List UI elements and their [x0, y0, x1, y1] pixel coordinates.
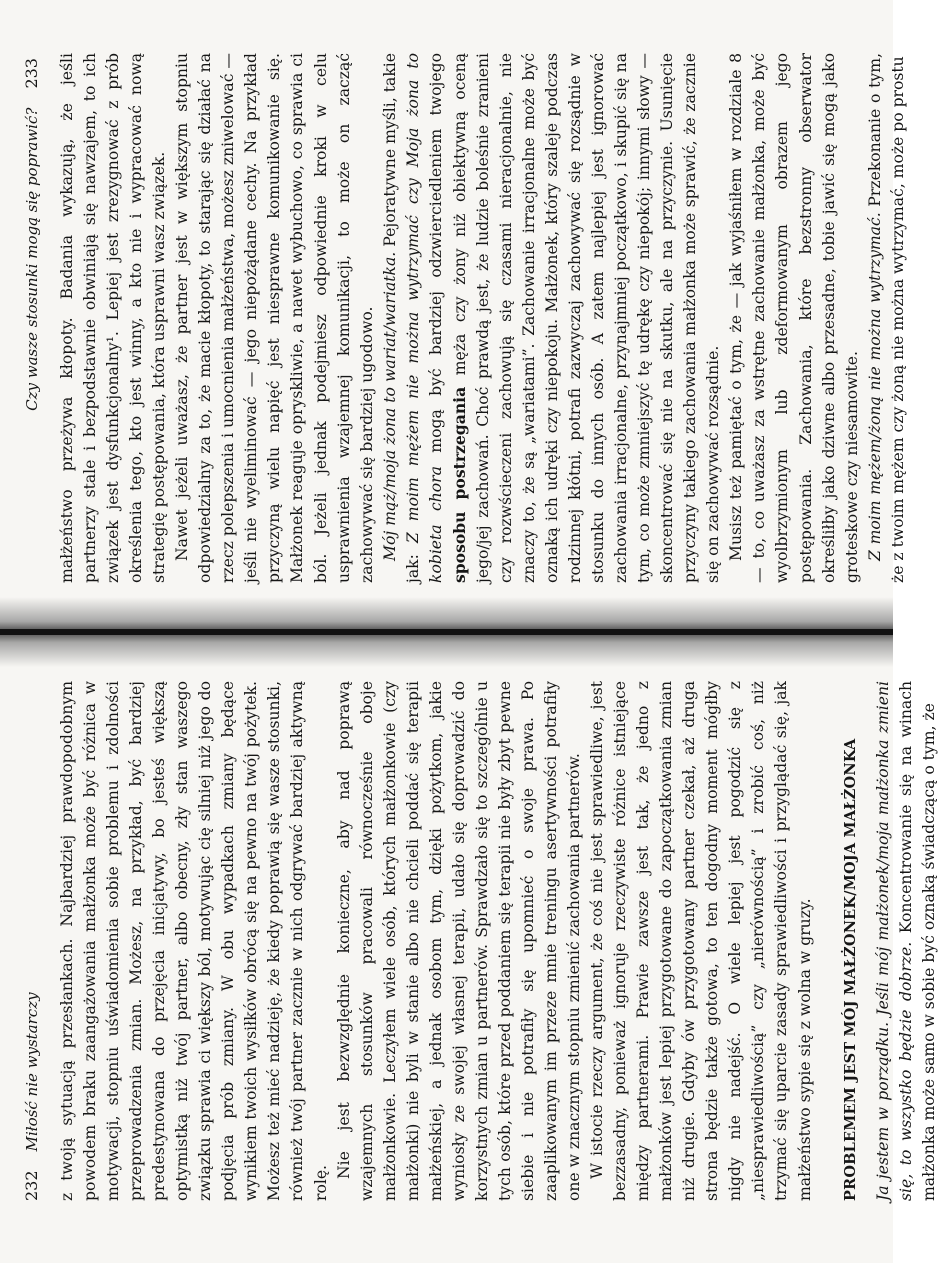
right-page-body [56, 53, 910, 583]
p3-text-a: Pejoratywne myśli, takie jak: [380, 53, 422, 583]
left-page-body [56, 681, 941, 1201]
quote-wytrzymac: Z moim mężem/żoną nie można wytrzymać. [865, 212, 884, 561]
quote-wariat: Mój mąż/moja żona to wariat/wariatka. [380, 251, 399, 561]
right-running-title: Czy wasze stosunki mogą się poprawić? [23, 107, 41, 411]
p5-text: Przekonanie o tym, że z twoim mężem czy żoną nie można wytrzymać, może po prostu [865, 53, 907, 583]
p3-text-b: mogą być bardziej odzwierciedleniem twojego [426, 53, 445, 453]
quote-nie-mozna: Z moim mężem nie można wytrzymać czy Moja żona to kobieta chora [403, 53, 445, 583]
left-page [0, 632, 938, 1263]
section-paragraph [872, 681, 941, 1201]
left-paragraph-3: W istocie rzeczy argument, że coś nie jest sprawiedliwe, jest bezzasadny, ponieważ ignoruje rzeczywiste różnice istniejące między partnerami. Prawie zawsze jest tak, że jedno z małżonków jest lepiej przygotowane do zapoczątkowania zmian niż drugie. Gdyby ów przygotowany partner czekał, aż druga strona będzie także gotowa, to ten dogodny moment mógłby nigdy nie nadejść. O wiele lepiej jest pogodzić się z „niesprawiedliwością” czy „nierównością” i zrobić coś, niż trzymać się uparcie zasady sprawiedliwości i przyglądać się, jak małżeństwo sypie się z wolna w gruzy. [588, 681, 814, 1201]
left-paragraph-2: Nie jest bezwzględnie konieczne, aby nad poprawą wzajemnych stosunków pracowali równocześnie oboje małżonkowie. Leczyłem wiele osób, których małżonkowie (czy małżonki) nie byli w stanie albo nie chcieli poddać się terapii małżeńskiej, a jednak osobom tym, dzięki pożytkom, jakie wyniosły ze swojej własnej terapii, udało się doprowadzić do korzystnych zmian u partnerów. Sprawdzało się to szczególnie u tych osób, które przed poddaniem się terapii nie były zbyt pewne siebie i nie potrafiły się upomnieć o swoje prawa. Po zaaplikowanym im przeze mnie treningu asertywności potrafiły one w znacznym stopniu zmienić zachowania partnerów. [334, 681, 584, 1201]
right-paragraph-5 [864, 53, 910, 583]
left-running-title: Miłość nie wystarczy [23, 992, 41, 1152]
bold-phrase: sposobu postrzegania [449, 386, 469, 583]
left-page-number: 232 [22, 1170, 41, 1201]
right-paragraph-2: Nawet jeżeli uważasz, że partner jest w większym stopniu odpowiedzialny za to, że macie kłopoty, to starając się działać na rzecz polepszenia i umocnienia małżeństwa, możesz zniwelować — jeśli nie wyeliminować — jego niepożądane cechy. Na przykład przyczyną wielu napięć jest niesprawne komunikowanie się. Małżonek reaguje opryskliwie, a nawet wybuchowo, co sprawia ci ból. Jeżeli jednak podejmiesz odpowiednie kroki w celu usprawnienia wzajemnej komunikacji, to może on zacząć zachowywać się bardziej ugodowo. [173, 53, 376, 583]
right-page [0, 0, 907, 631]
right-paragraph-4: Musisz też pamiętać o tym, że — jak wyjaśniłem w rozdziale 8 — to, co uważasz za wstrętne zachowanie małżonka, może być wyolbrzymionym lub zdeformowanym obrazem jego postępowania. Zachowania, które bezstronny obserwator określiłby jako dziwne albo przesadne, tobie jawić się mogą jako groteskowe czy niesamowite. [727, 53, 861, 583]
section-quote: Ja jestem w porządku. Jeśli mój małżonek/moja małżonka zmieni się, to wszystko będzie dobrze. [873, 681, 915, 1201]
right-page-header [22, 58, 41, 411]
left-paragraph-1: z twoją sytuacją przesłankach. Najbardziej prawdopodobnym powodem braku zaangażowania małżonka może być różnica w motywacji, stopniu uświadomienia sobie problemu i zdolności przeprowadzenia zmian. Możesz, na przykład, być bardziej predestynowana do przejęcia inicjatywy, bo jesteś większą optymistką niż twój partner, albo obecny, zły stan waszego związku sprawia ci większy ból, motywując cię silniej niż jego do podjęcia prób zmiany. W obu wypadkach zmiany będące wynikiem twoich wysiłków obrócą się na pewno na twój pożytek. Możesz też mieć nadzieję, że kiedy poprawią się wasze stosunki, również twój partner zacznie w nich odgrywać bardziej aktywną rolę. [58, 681, 330, 1201]
section-heading: PROBLEMEM JEST MÓJ MAŁŻONEK/MOJA MAŁŻONKA [841, 738, 859, 1201]
section-text: Koncentrowanie się na winach małżonka może samo w sobie być oznaką świadczącą o tym, że [896, 681, 938, 1201]
p3-text-c: męża czy żony niż obiektywną oceną jego/jej zachowań. Choć prawdą jest, że ludzie boleśnie zranieni czy rozwścieczeni zachowują się czasami nieracjonalnie, nie znaczy to, że są „wariatami”. Zachowanie irracjonalne może być oznaką ich udręki czy niepokoju. Małżonek, który szaleje podczas rodzinnej kłótni, potrafi zazwyczaj zachowywać się rozsądnie w stosunku do innych osób. A zatem najlepiej jest ignorować zachowania irracjonalne, przynajmniej początkowo, i skupić się na tym, co może zmniejszyć tę udrękę czy niepokój; innymi słowy — skoncentrować się nie na skutku, ale na przyczynie. Usunięcie przyczyny takiego zachowania małżonka może sprawić, że zacznie się on zachowywać rozsądnie. [450, 53, 723, 583]
right-paragraph-1: małżeństwo przeżywa kłopoty. Badania wykazują, że jeśli partnerzy stale i bezpodstawnie obwiniają się nawzajem, to ich związek jest dysfunkcjonalny¹. Lepiej jest zrezygnować z prób określenia tego, kto jest winny, a kto nie i wypracować nową strategię postępowania, która usprawni wasz związek. [58, 53, 169, 583]
right-paragraph-3 [379, 53, 726, 583]
right-page-number: 233 [22, 58, 41, 89]
left-page-header [22, 992, 41, 1201]
